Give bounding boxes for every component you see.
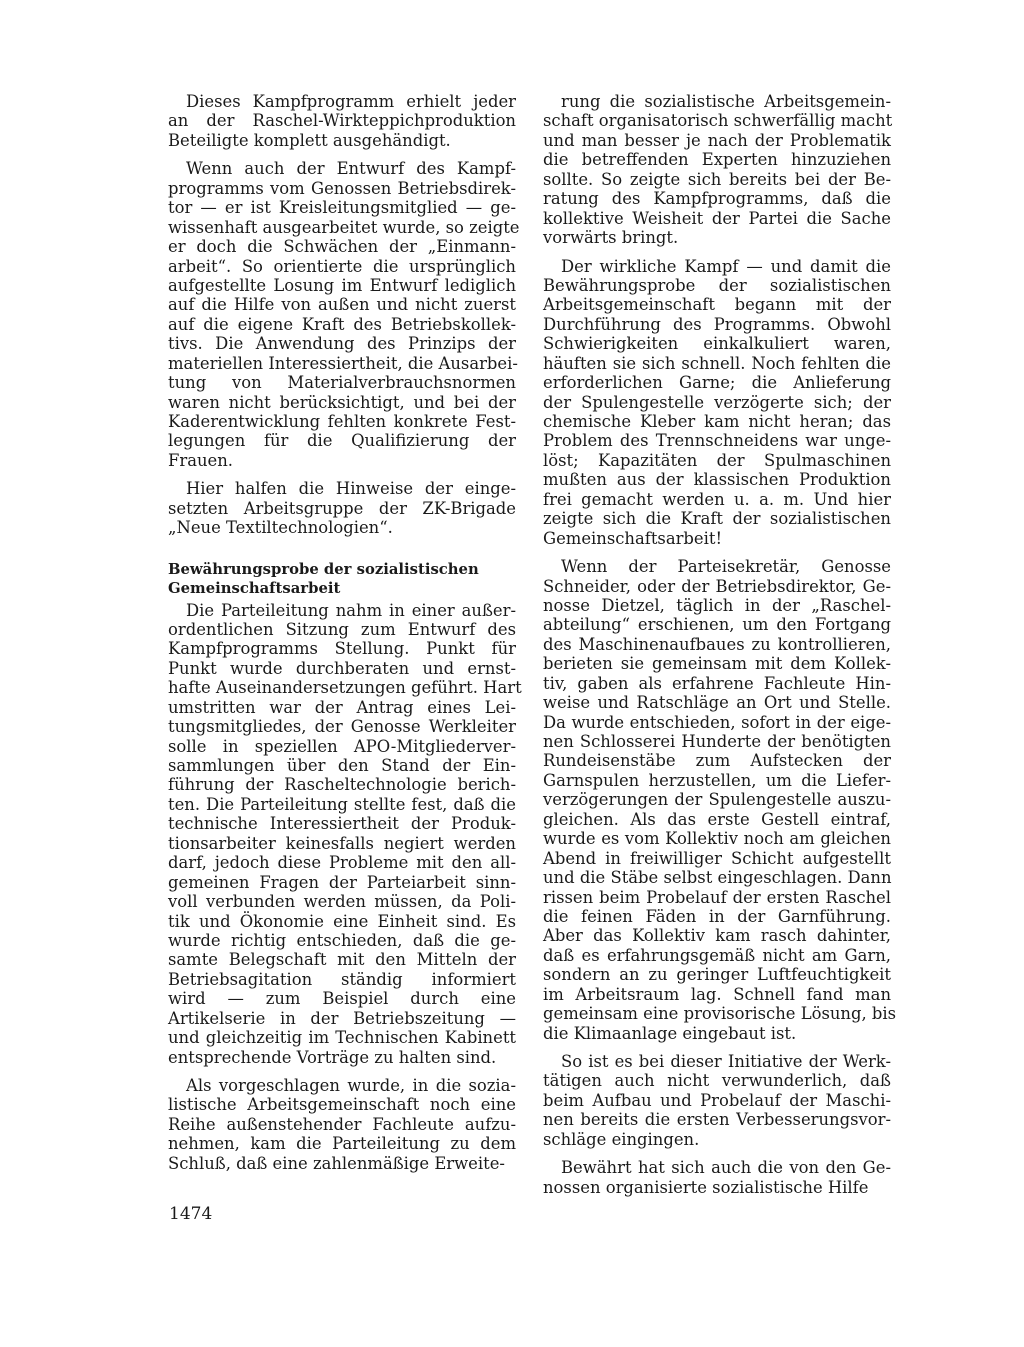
text-line: Durchführung des Programms. Obwohl — [543, 314, 891, 334]
text-line: die feinen Fäden in der Garnführung. — [543, 906, 891, 926]
text-line: auf die Hilfe von außen und nicht zuerst — [168, 295, 516, 315]
paragraph — [543, 92, 891, 248]
text-line: sammlungen über den Stand der Ein- — [168, 756, 516, 775]
paragraph — [168, 600, 522, 1068]
paragraph — [168, 159, 520, 470]
text-line: mußten aus der klassischen Produktion — [543, 470, 891, 490]
text-line: Schluß, daß eine zahlenmäßige Erweite- — [168, 1153, 505, 1173]
text-line: löst; Kapazitäten der Spulmaschinen — [543, 450, 891, 470]
text-line: des Maschinenaufbaues zu kontrollieren, — [543, 634, 891, 654]
text-line: Da wurde entschieden, sofort in der eige- — [543, 712, 891, 732]
text-line: solle in speziellen APO-Mitgliederver- — [168, 736, 516, 756]
text-line: Problem des Trennschneidens war unge- — [543, 431, 891, 451]
text-line: beim Aufbau und Probelauf der Maschi- — [543, 1090, 891, 1110]
text-line: gleichen. Als das erste Gestell eintraf, — [543, 809, 891, 829]
text-line: Gemeinschaftsarbeit — [168, 580, 341, 598]
text-line: ordentlichen Sitzung zum Entwurf des — [168, 619, 516, 639]
text-line: der Spulengestelle verzögerte sich; der — [543, 392, 891, 412]
text-line: vorwärts bringt. — [543, 228, 679, 248]
text-line: abteilung“ erschienen, um den Fortgang — [543, 615, 891, 635]
paragraph — [168, 92, 516, 150]
text-line: wurde es vom Kollektiv noch am gleichen — [543, 829, 891, 849]
text-line: wissenhaft ausgearbeitet wurde, so zeigte — [168, 217, 520, 237]
text-line: rissen beim Probelauf der ersten Raschel — [543, 887, 891, 907]
text-line: die betreffenden Experten hinzuziehen — [543, 150, 891, 170]
text-line: Als vorgeschlagen wurde, in die sozia- — [186, 1076, 516, 1095]
text-line: an der Raschel-Wirkteppichproduktion — [168, 111, 516, 131]
paragraph — [168, 479, 516, 537]
text-line: ten. Die Parteileitung stellte fest, daß die — [168, 794, 516, 814]
text-line: Dieses Kampfprogramm erhielt jeder — [186, 92, 516, 111]
text-line: hafte Auseinandersetzungen geführt. Hart — [168, 678, 522, 698]
text-line: nen bereits die ersten Verbesserungsvor- — [543, 1110, 891, 1130]
text-line: Rundeisenstäbe zum Aufstecken der — [543, 751, 891, 771]
paragraph — [543, 257, 891, 549]
left-column — [168, 92, 522, 1173]
text-line: voll verbunden werden müssen, da Poli- — [168, 892, 516, 912]
right-column — [543, 92, 897, 1197]
paragraph — [168, 1076, 516, 1173]
text-line: So ist es bei dieser Initiative der Werk- — [561, 1052, 891, 1071]
text-line: Hier halfen die Hinweise der einge- — [186, 479, 516, 499]
paragraph — [543, 1158, 891, 1197]
text-line: Kaderentwicklung fehlten konkrete Fest- — [168, 412, 516, 431]
text-line: führung der Rascheltechnologie berich- — [168, 775, 516, 795]
text-line: Bewährungsprobe der sozialistischen — [168, 560, 479, 578]
text-line: Gemeinschaftsarbeit! — [543, 528, 723, 548]
text-line: setzten Arbeitsgruppe der ZK-Brigade — [168, 498, 516, 518]
text-line: materiellen Interessiertheit, die Ausarbei- — [168, 353, 518, 373]
text-line: tionsarbeiter keinesfalls negiert werden — [168, 833, 516, 853]
text-line: sondern an zu geringer Luftfeuchtigkeit — [543, 965, 891, 985]
text-line: Aber das Kollektiv kam rasch dahinter, — [543, 926, 891, 946]
text-line: schläge eingingen. — [543, 1129, 700, 1149]
text-line: wird — zum Beispiel durch eine — [168, 989, 516, 1009]
text-line: umstritten war der Antrag eines Lei- — [168, 697, 516, 717]
text-line: kollektive Weisheit der Partei die Sache — [543, 208, 891, 228]
text-line: rung die sozialistische Arbeitsgemein- — [561, 92, 891, 111]
text-line: Betriebsagitation ständig informiert — [168, 969, 516, 989]
text-line: wurde richtig entschieden, daß die ge- — [168, 930, 516, 950]
text-line: Arbeitsgemeinschaft begann mit der — [543, 295, 891, 315]
text-line: nen Schlosserei Hunderte der benötigten — [543, 732, 891, 751]
text-line: aufgestellte Losung im Entwurf lediglich — [168, 275, 516, 295]
text-line: Punkt wurde durchberaten und ernst- — [168, 658, 516, 678]
text-line: Artikelserie in der Betriebszeitung — — [168, 1008, 516, 1028]
paragraph — [543, 557, 897, 1043]
text-line: verzögerungen der Spulengestelle auszu- — [543, 790, 891, 810]
text-line: waren nicht berücksichtigt, und bei der — [168, 392, 516, 412]
text-line: tik und Ökonomie eine Einheit sind. Es — [168, 911, 516, 931]
text-line: entsprechende Vorträge zu halten sind. — [168, 1047, 497, 1067]
text-line: Kampfprogramms Stellung. Punkt für — [168, 639, 516, 659]
text-line: Schwierigkeiten einkalkuliert waren, — [543, 334, 891, 354]
text-line: Abend in freiwilliger Schicht aufgestellt — [543, 848, 891, 868]
text-line: Wenn auch der Entwurf des Kampf- — [186, 159, 516, 179]
text-line: listische Arbeitsgemeinschaft noch eine — [168, 1095, 516, 1115]
text-line: Frauen. — [168, 450, 234, 470]
text-line: im Arbeitsraum lag. Schnell fand man — [543, 984, 891, 1004]
text-line: samte Belegschaft mit den Mitteln der — [168, 950, 516, 970]
text-line: weise und Ratschläge an Ort und Stelle. — [543, 693, 891, 713]
text-line: chemische Kleber kam nicht heran; das — [543, 412, 891, 431]
text-line: tiv, gaben als erfahrene Fachleute Hin- — [543, 673, 891, 693]
text-line: ratung des Kampfprogramms, daß die — [543, 189, 891, 209]
text-line: daß es erfahrungsgemäß nicht am Garn, — [543, 945, 891, 965]
text-line: programms vom Genossen Betriebsdirek- — [168, 178, 516, 198]
text-line: technische Interessiertheit der Produk- — [168, 814, 516, 834]
text-line: auf die eigene Kraft des Betriebskollek- — [168, 314, 516, 334]
text-line: darf, jedoch diese Probleme mit den all- — [168, 853, 516, 873]
text-line: nosse Dietzel, täglich in der „Raschel- — [543, 595, 891, 615]
text-line: sollte. So zeigte sich bereits bei der Be- — [543, 169, 891, 189]
text-line: erforderlichen Garne; die Anlieferung — [543, 373, 891, 393]
text-line: tivs. Die Anwendung des Prinzips der — [168, 334, 516, 354]
text-line: und gleichzeitig im Technischen Kabinett — [168, 1028, 516, 1048]
text-line: Bewährungsprobe der sozialistischen — [543, 275, 891, 295]
text-line: legungen für die Qualifizierung der — [168, 431, 516, 451]
text-line: und die Stäbe selbst eingeschlagen. Dann — [543, 868, 892, 888]
text-line: berieten sie gemeinsam mit dem Kollek- — [543, 654, 891, 674]
text-line: tung von Materialverbrauchsnormen — [168, 373, 516, 393]
text-line: zeigte sich die Kraft der sozialistischen — [543, 509, 891, 529]
text-line: Wenn der Parteisekretär, Genosse — [561, 557, 891, 577]
text-line: tätigen auch nicht verwunderlich, daß — [543, 1071, 891, 1091]
text-line: häuften sie sich schnell. Noch fehlten die — [543, 353, 891, 373]
text-line: die Klimaanlage eingebaut ist. — [543, 1023, 797, 1043]
text-line: Garnspulen herzustellen, um die Liefer- — [543, 770, 891, 790]
page-number: 1474 — [169, 1204, 213, 1224]
text-line: tungsmitgliedes, der Genosse Werkleiter — [168, 717, 516, 737]
text-line: „Neue Textiltechnologien“. — [168, 518, 393, 538]
section-heading — [168, 560, 516, 599]
text-line: Beteiligte komplett ausgehändigt. — [168, 130, 451, 150]
text-line: Bewährt hat sich auch die von den Ge- — [561, 1158, 891, 1178]
text-line: gemeinsam eine provisorische Lösung, bis — [543, 1004, 897, 1024]
text-line: er doch die Schwächen der „Einmann- — [168, 237, 516, 257]
text-line: frei gemacht werden u. a. m. Und hier — [543, 489, 891, 509]
text-line: gemeinen Fragen der Parteiarbeit sinn- — [168, 872, 516, 892]
text-line: nossen organisierte sozialistische Hilfe — [543, 1177, 869, 1197]
text-line: und man besser je nach der Problematik — [543, 130, 891, 150]
paragraph — [543, 1052, 891, 1149]
text-line: arbeit“. So orientierte die ursprünglich — [168, 256, 516, 276]
text-line: Der wirkliche Kampf — und damit die — [561, 256, 891, 276]
text-line: Reihe außenstehender Fachleute aufzu- — [168, 1114, 516, 1134]
text-line: nehmen, kam die Parteileitung zu dem — [168, 1134, 516, 1154]
text-line: tor — er ist Kreisleitungsmitglied — ge- — [168, 198, 516, 218]
text-line: Die Parteileitung nahm in einer außer- — [186, 600, 516, 620]
text-line: schaft organisatorisch schwerfällig macht — [543, 111, 893, 131]
text-line: Schneider, oder der Betriebsdirektor, Ge- — [543, 576, 891, 596]
